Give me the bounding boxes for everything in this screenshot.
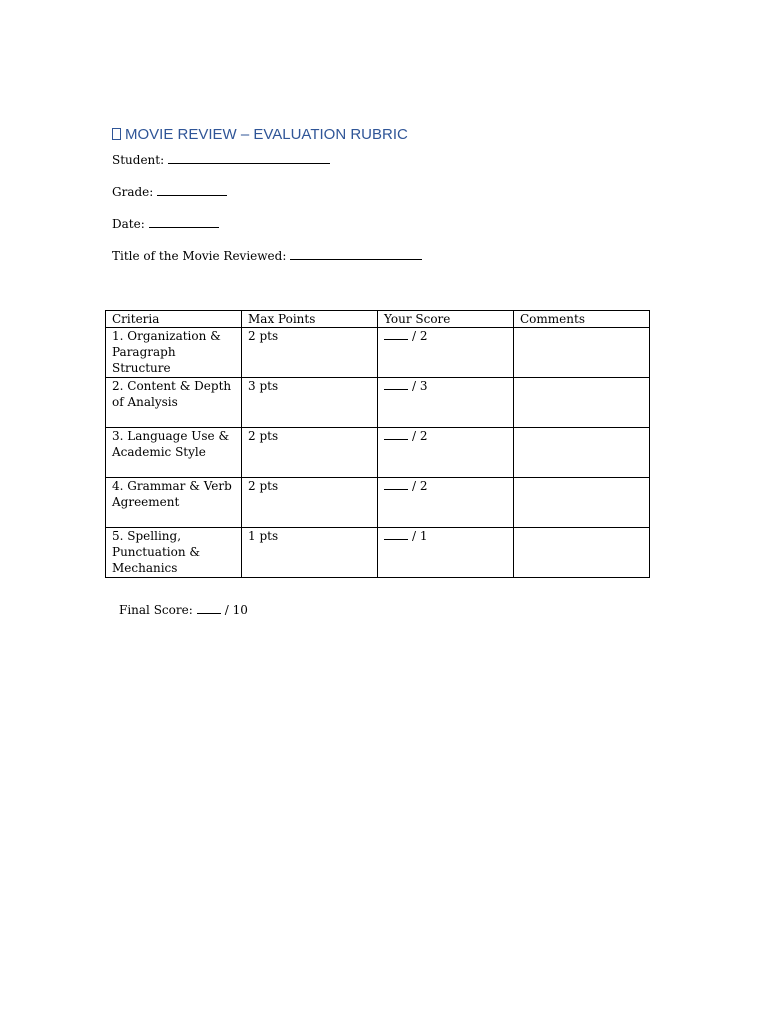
final-score	[119, 602, 248, 617]
comments-cell[interactable]	[514, 528, 650, 578]
score-blank[interactable]	[384, 528, 408, 540]
table-row	[106, 428, 650, 478]
student-label: Student:	[112, 153, 165, 167]
date-field	[112, 215, 219, 231]
student-field	[112, 151, 330, 167]
movie-title-blank[interactable]	[290, 247, 422, 260]
table-header-row	[106, 311, 650, 328]
comments-cell[interactable]	[514, 478, 650, 528]
movie-title-field	[112, 247, 422, 263]
criteria-cell: 3. Language Use & Academic Style	[106, 428, 242, 478]
final-score-total: / 10	[224, 603, 248, 617]
final-score-label: Final Score:	[119, 603, 193, 617]
score-blank[interactable]	[384, 478, 408, 490]
table-row	[106, 378, 650, 428]
score-cell[interactable]	[378, 378, 514, 428]
score-denominator: / 2	[412, 479, 428, 493]
score-blank[interactable]	[384, 428, 408, 440]
student-blank[interactable]	[168, 151, 330, 164]
criteria-cell: 4. Grammar & Verb Agreement	[106, 478, 242, 528]
comments-cell[interactable]	[514, 328, 650, 378]
comments-cell[interactable]	[514, 428, 650, 478]
final-score-blank[interactable]	[197, 602, 221, 614]
criteria-cell: 2. Content & Depth of Analysis	[106, 378, 242, 428]
max-points-cell: 1 pts	[242, 528, 378, 578]
grade-blank[interactable]	[157, 183, 227, 196]
score-cell[interactable]	[378, 428, 514, 478]
page-title	[112, 126, 408, 143]
rubric-table	[105, 310, 650, 578]
table-row	[106, 478, 650, 528]
score-denominator: / 2	[412, 329, 428, 343]
movie-title-label: Title of the Movie Reviewed:	[112, 249, 287, 263]
criteria-cell: 1. Organization & Paragraph Structure	[106, 328, 242, 378]
page-title-text: MOVIE REVIEW – EVALUATION RUBRIC	[125, 126, 408, 143]
score-cell[interactable]	[378, 478, 514, 528]
score-cell[interactable]	[378, 528, 514, 578]
max-points-cell: 2 pts	[242, 328, 378, 378]
criteria-cell: 5. Spelling, Punctuation & Mechanics	[106, 528, 242, 578]
grade-field	[112, 183, 227, 199]
date-label: Date:	[112, 217, 145, 231]
header-comments: Comments	[514, 311, 650, 328]
header-max-points: Max Points	[242, 311, 378, 328]
grade-label: Grade:	[112, 185, 154, 199]
missing-glyph-icon	[112, 128, 121, 140]
max-points-cell: 3 pts	[242, 378, 378, 428]
score-cell[interactable]	[378, 328, 514, 378]
score-blank[interactable]	[384, 378, 408, 390]
header-your-score: Your Score	[378, 311, 514, 328]
score-denominator: / 2	[412, 429, 428, 443]
score-denominator: / 3	[412, 379, 428, 393]
table-row	[106, 328, 650, 378]
score-blank[interactable]	[384, 328, 408, 340]
max-points-cell: 2 pts	[242, 428, 378, 478]
header-criteria: Criteria	[106, 311, 242, 328]
date-blank[interactable]	[149, 215, 219, 228]
score-denominator: / 1	[412, 529, 428, 543]
comments-cell[interactable]	[514, 378, 650, 428]
max-points-cell: 2 pts	[242, 478, 378, 528]
table-row	[106, 528, 650, 578]
